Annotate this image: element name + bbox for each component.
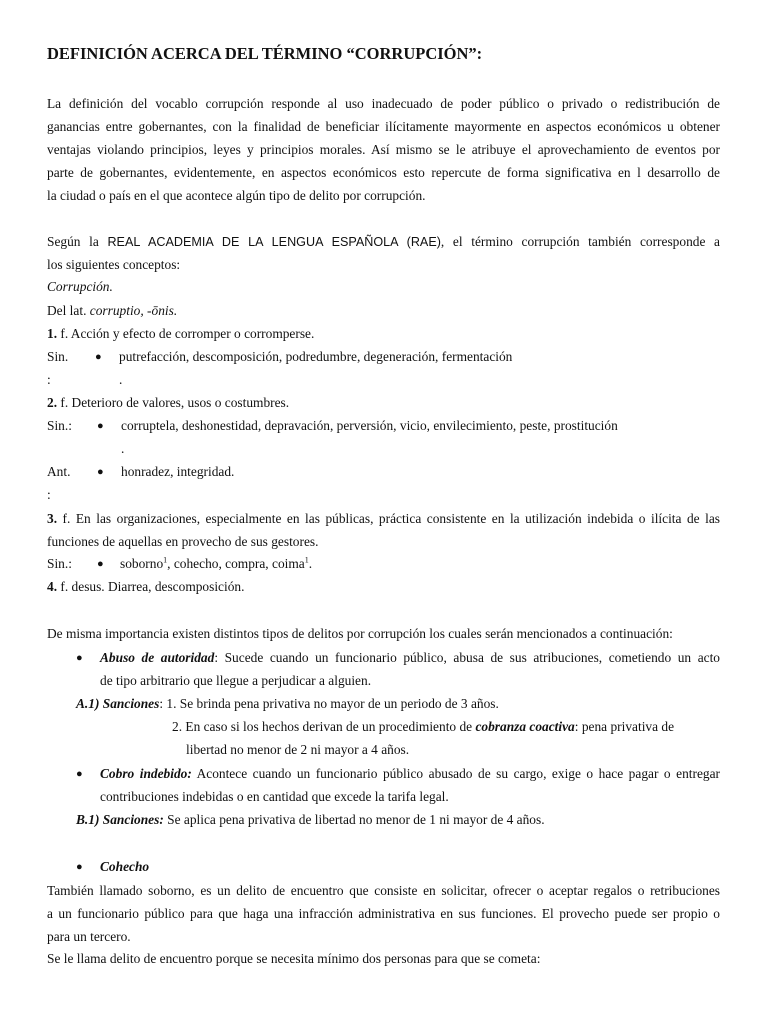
synonyms-label: Sin. [47,349,69,364]
cobro-line: Cobro indebido: Acontece cuando un funcionario público abusado de su cargo, exige o hace pagar o entregar [100,766,720,781]
abuso-line: de tipo arbitrario que llegue a perjudicar a alguien. [100,673,372,688]
rae-name: REAL ACADEMIA DE LA LENGUA ESPAÑOLA (RAE) [107,235,441,249]
cohecho-term: Cohecho [100,859,150,874]
etymology: Del lat. corruptio, -ōnis. [47,303,178,318]
intro-line: ganancias entre gobernantes, con la finalidad de beneficiar ilícitamente mayormente en aspectos económicos u obtener [47,119,720,134]
cohecho-line: Se le llama delito de encuentro porque se necesita mínimo dos personas para que se cometa: [47,951,541,966]
rae-intro-line: los siguientes conceptos: [47,257,181,272]
abuso-sanction-2-cont: libertad no menor de 2 ni mayor a 4 años. [186,742,410,757]
types-intro: De misma importancia existen distintos tipos de delitos por corrupción los cuales serán mencionados a continuación: [47,626,673,641]
synonyms-list: corruptela, deshonestidad, depravación, perversión, vicio, envilecimiento, peste, prostitución [121,418,618,433]
definition-2: 2. f. Deterioro de valores, usos o costumbres. [47,395,290,410]
abuso-sanctions: A.1) Sanciones: 1. Se brinda pena privativa no mayor de un periodo de 3 años. [76,696,499,711]
cohecho-line: También llamado soborno, es un delito de encuentro que consiste en solicitar, ofrecer o aceptar regalos o retribuciones [47,883,720,898]
bullet-icon: ● [76,652,83,664]
synonyms-label-colon: : [47,372,51,387]
bullet-icon: ● [95,351,102,363]
intro-line: ventajas violando principios, leyes y principios morales. Así mismo se le atribuye el aprovechamiento de eventos por [47,142,720,157]
synonyms-period: . [119,372,123,387]
cohecho-line: a un funcionario público para que haga una infracción administrativa en sus funciones. El provecho puede ser propio o [47,906,720,921]
definition-3: 3. f. En las organizaciones, especialmente en las públicas, práctica consistente en la utilización indebida o ilícita de las [47,511,720,526]
synonyms-label: Sin.: [47,556,72,571]
synonyms-period: . [121,441,125,456]
synonyms-list: soborno$^1$, cohecho, compra, coima$^1$. [120,555,313,571]
intro-line: La definición del vocablo corrupción responde al uso inadecuado de poder público o privado o redistribución de [47,96,720,111]
antonyms-label: Ant. [47,464,71,479]
synonyms-list: putrefacción, descomposición, podredumbre, degeneración, fermentación [119,349,513,364]
intro-line: la ciudad o país en el que acontece algún tipo de delito por corrupción. [47,188,426,203]
rae-intro-line: Según la REAL ACADEMIA DE LA LENGUA ESPAÑOLA (RAE), el término corrupción también corresponde a [47,234,720,249]
cobro-sanctions: B.1) Sanciones: Se aplica pena privativa de libertad no menor de 1 ni mayor de 4 años. [76,812,545,827]
cohecho-line: para un tercero. [47,929,131,944]
document-title: DEFINICIÓN ACERCA DEL TÉRMINO “CORRUPCIÓN”: [47,44,483,63]
definition-3-cont: funciones de aquellas en provecho de sus gestores. [47,534,319,549]
abuso-sanction-2: 2. En caso si los hechos derivan de un procedimiento de cobranza coactiva: pena privativa de [172,719,675,734]
bullet-icon: ● [97,466,104,478]
dictionary-entry-word: Corrupción. [47,279,113,294]
bullet-icon: ● [76,768,83,780]
definition-4: 4. f. desus. Diarrea, descomposición. [47,579,245,594]
synonyms-label: Sin.: [47,418,72,433]
definition-1: 1. f. Acción y efecto de corromper o corromperse. [47,326,315,341]
intro-line: parte de gobernantes, evidentemente, en aspectos económicos esto repercute de forma significativa en l desarrollo de [47,165,720,180]
bullet-icon: ● [97,558,104,570]
antonyms-label-colon: : [47,487,51,502]
antonyms-list: honradez, integridad. [121,464,235,479]
abuso-line: Abuso de autoridad: Sucede cuando un funcionario público, abusa de sus atribuciones, cometiendo un acto [100,650,720,665]
bullet-icon: ● [76,861,83,873]
cobro-line: contribuciones indebidas o en cantidad que excede la tarifa legal. [100,789,449,804]
bullet-icon: ● [97,420,104,432]
